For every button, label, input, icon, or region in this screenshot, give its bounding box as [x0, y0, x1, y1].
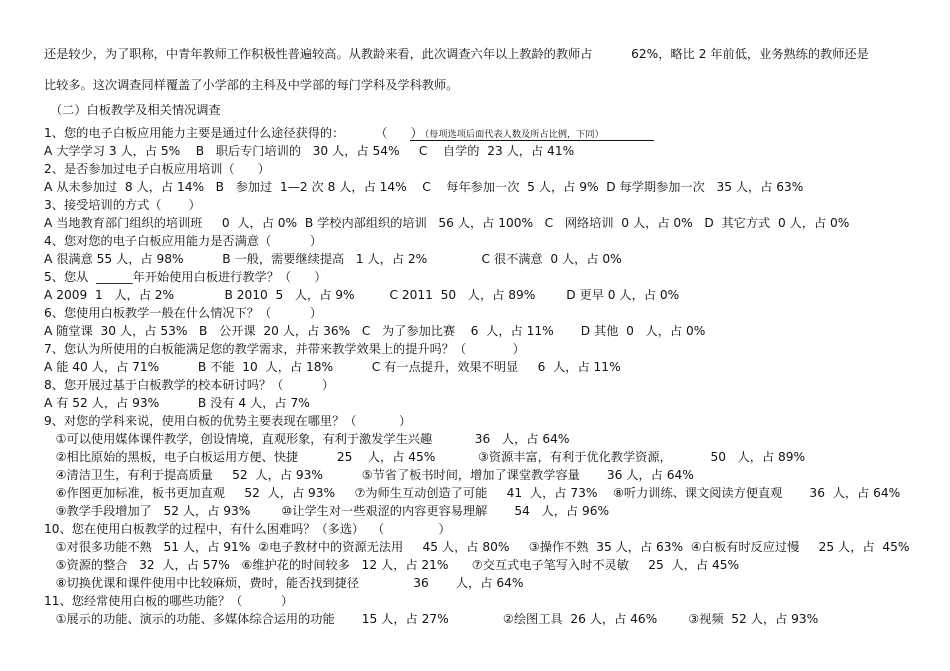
q2-question: 2、是否参加过电子白板应用培训（ ） [44, 162, 270, 176]
q9-question: 9、对您的学科来说，使用白板的优势主要表现在哪里？（ ） [44, 414, 412, 428]
q5-question: 5、您从 ______年开始使用白板进行教学？（ ） [44, 270, 327, 284]
q1-note: （每项选项后面代表人数及所占比例，下同） [420, 129, 604, 140]
q7-answer: A 能 40 人，占 71% B 不能 10 人，占 18% C 有一点提升，效果不明显 6 人，占 11% [44, 360, 621, 374]
q10-answer-2: ⑤资源的整合 32 人，占 57% ⑥维护花的时间较多 12 人，占 21% ⑦交互式电子笔写入时不灵敏 25 人，占 45% [44, 558, 740, 572]
q10-question: 10、您在使用白板教学的过程中，有什么困难吗？（多选） （ ） [44, 522, 451, 536]
q11-question: 11、您经常使用白板的哪些功能？（ ） [44, 594, 294, 608]
q9-answer-2: ②相比原始的黑板，电子白板运用方便、快捷 25 人，占 45% ③资源丰富，有利于优化教学资源， 50 人，占 89% [44, 450, 806, 464]
q9-answer-3: ④清洁卫生，有利于提高质量 52 人，占 93% ⑤节省了板书时间，增加了课堂教学容量 36 人，占 64% [44, 468, 694, 482]
q6-answer: A 随堂课 30 人，占 53% B 公开课 20 人，占 36% C 为了参加比赛 6 人，占 11% D 其他 0 人，占 0% [44, 324, 706, 338]
q4-answer: A 很满意 55 人，占 98% B 一般，需要继续提高 1 人，占 2% C 很不满意 0 人，占 0% [44, 252, 622, 266]
q1-note-underline [410, 140, 654, 141]
q10-answer-1: ①对很多功能不熟 51 人，占 91% ②电子教材中的资源无法用 45 人，占 80% ③操作不熟 35 人，占 63% ④白板有时反应过慢 25 人，占 45% [44, 540, 910, 554]
q11-answer: ①展示的功能、演示的功能、多媒体综合运用的功能 15 人，占 27% ②绘图工具 26 人，占 46% ③视频 52 人，占 93% [44, 612, 819, 626]
section-title: （二）白板教学及相关情况调查 [50, 103, 221, 117]
q5-answer: A 2009 1 人，占 2% B 2010 5 人，占 9% C 2011 50 人，占 89% D 更早 0 人，占 0% [44, 288, 680, 302]
q7-question: 7、您认为所使用的白板能满足您的教学需求，并带来教学效果上的提升吗？（ ） [44, 342, 525, 356]
q3-answer: A 当地教育部门组织的培训班 0 人，占 0% B 学校内部组织的培训 56 人，占 100% C 网络培训 0 人，占 0% D 其它方式 0 人，占 0% [44, 216, 850, 230]
q10-answer-3: ⑧切换优课和课件使用中比较麻烦，费时，能否找到捷径 36 人，占 64% [44, 576, 524, 590]
q4-question: 4、您对您的电子白板应用能力是否满意（ ） [44, 234, 323, 248]
q9-answer-5: ⑨教学手段增加了 52 人，占 93% ⑩让学生对一些艰涩的内容更容易理解 54 人，占 96% [44, 504, 610, 518]
paragraph-line-2: 比较多。这次调查同样覆盖了小学部的主科及中学部的每门学科及学科教师。 [44, 78, 459, 92]
q6-question: 6、您使用白板教学一般在什么情况下？（ ） [44, 306, 323, 320]
q9-answer-4: ⑥作图更加标准，板书更加直观 52 人，占 93% ⑦为师生互动创造了可能 41 人，占 73% ⑧听力训练、课文阅读方便直观 36 人，占 64% [44, 486, 901, 500]
q8-answer: A 有 52 人，占 93% B 没有 4 人，占 7% [44, 396, 310, 410]
q1-question: 1、您的电子白板应用能力主要是通过什么途径获得的： （ ） [44, 126, 423, 140]
q9-answer-1: ①可以使用媒体课件教学，创设情境，直观形象，有利于激发学生兴趣 36 人，占 64% [44, 432, 570, 446]
q1-answer: A 大学学习 3 人，占 5% B 职后专门培训的 30 人，占 54% C 自学的 23 人，占 41% [44, 144, 575, 158]
q8-question: 8、您开展过基于白板教学的校本研讨吗？（ ） [44, 378, 335, 392]
q3-question: 3、接受培训的方式（ ） [44, 198, 201, 212]
paragraph-line-1: 还是较少，为了职称，中青年教师工作积极性普遍较高。从教龄来看，此次调查六年以上教龄的教师占 62%，略比 2 年前低，业务熟练的教师还是 [44, 47, 869, 61]
q2-answer: A 从未参加过 8 人，占 14% B 参加过 1—2 次 8 人，占 14% C 每年参加一次 5 人，占 9% D 每学期参加一次 35 人，占 63% [44, 180, 804, 194]
